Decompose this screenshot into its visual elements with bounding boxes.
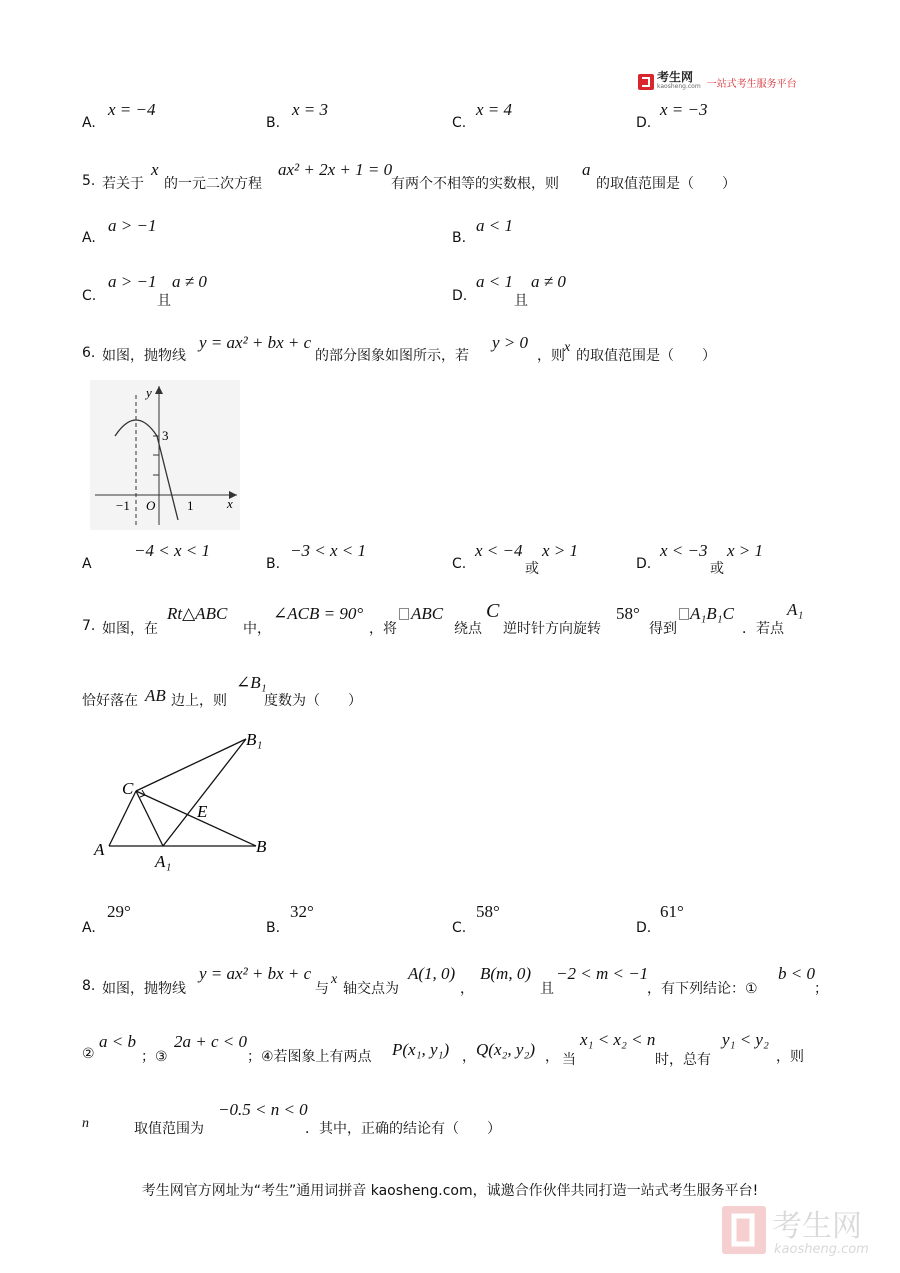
q6-option-a-expr: −4 < x < 1 [134,541,210,560]
q4-option-d-label: D. [636,115,652,131]
q8-number: 8. [82,978,96,994]
q5-text-2: 的一元二次方程 [164,176,262,192]
q7-text-6: 得到 [649,621,677,637]
q8-c3-prefix: ；③ [141,1049,168,1065]
segment-a1b1 [163,739,246,846]
q8-comma-2: ， [462,1049,476,1065]
q5-var-a: a [582,160,591,179]
watermark-logo-icon [722,1206,766,1254]
label-a1: A₁ [155,852,172,871]
q8-comma: ， [460,981,474,997]
segment-ac [109,791,136,846]
q8-point-p: P(x₁, y₁) [392,1040,450,1059]
q8-text-6: 时，总有 [655,1052,711,1068]
q6-option-d-expr: x < −3 [660,541,708,560]
segment-cb1 [136,739,246,791]
q6-option-c-mid: 或 [525,561,539,577]
q6-text-1: 如图，抛物线 [102,348,186,364]
q8-point-q: Q(x₂, y₂) [476,1040,536,1059]
watermark-brand: 考生网 [772,1209,862,1244]
q8-text-2: 与 [315,981,329,997]
q7-text-5: 逆时针方向旋转 [503,621,601,637]
q8-text-9: ．其中，正确的结论有（ ） [305,1121,501,1137]
q7-option-a-label: A. [82,920,96,936]
tick-label-neg1: −1 [116,498,130,513]
label-a: A [94,840,105,859]
q8-text-3: 轴交点为 [343,981,399,997]
q6-option-b-label: B. [266,556,281,572]
q7-text-1: 如图，在 [102,621,158,637]
q7-text-7: ．若点 [742,621,784,637]
q4-option-b-label: B. [266,115,281,131]
q6-option-c-expr2: x > 1 [542,541,579,560]
watermark-sub: kaosheng.com [774,1242,869,1257]
q5-option-c-mid: 且 [157,293,171,309]
q8-comma-3: ， [545,1049,559,1065]
q5-equation: ax² + 2x + 1 = 0 [278,160,393,179]
q7-number: 7. [82,618,96,634]
q6-option-d-expr2: x > 1 [727,541,764,560]
q6-option-b-expr: −3 < x < 1 [290,541,366,560]
q5-option-d-expr: a < 1 [476,272,513,291]
x-axis-label: x [227,496,233,511]
q6-text-2: 的部分图象如图所示，若 [315,348,469,364]
q8-when: 当 [562,1052,576,1068]
q7-option-c-expr: 58° [476,902,500,921]
q5-text-1: 若关于 [102,176,144,192]
logo-icon [638,74,654,90]
q7-degree: 58° [616,604,640,623]
missing-glyph-icon [679,608,689,620]
q5-option-b-label: B. [452,230,467,246]
q7-option-c-label: C. [452,920,467,936]
tick-label-3: 3 [162,428,169,443]
q5-option-b-expr: a < 1 [476,216,513,235]
q8-condition: x₁ < x₂ < n [580,1030,656,1049]
q6-condition: y > 0 [492,333,529,352]
q8-point-b: B(m, 0) [480,964,531,983]
q6-option-c-expr: x < −4 [475,541,523,560]
q7-triangle: Rt△ABC [167,604,228,623]
q5-option-a-label: A. [82,230,96,246]
q5-option-c-expr: a > −1 [108,272,157,291]
q8-text-8: 取值范围为 [134,1121,204,1137]
missing-glyph-icon [399,608,409,620]
q5-text-4: 的取值范围是（ ） [596,176,736,192]
q7-angle-b1: ∠B₁ [236,673,267,692]
q7-option-a-expr: 29° [107,902,131,921]
q6-equation: y = ax² + bx + c [199,333,312,352]
q8-semicolon: ； [814,981,828,997]
q6-parabola-graph [90,380,240,530]
page-footer: 考生网官方网址为“考生”通用词拼音 kaosheng.com，诚邀合作伙伴共同打造一站式考生服务平台! [141,1183,759,1199]
q7-text-3: ，将 [369,621,397,637]
q5-option-d-label: D. [452,288,468,304]
label-b: B [256,837,267,856]
segment-ca1 [136,791,163,846]
q8-text-5: ，有下列结论：① [647,981,758,997]
q7-text-2: 中， [243,621,271,637]
q5-var-x: x [151,160,159,179]
q5-number: 5. [82,173,96,189]
q8-conclusion-2: a < b [99,1032,136,1051]
q7-segment: AB [145,686,166,705]
q7-option-d-label: D. [636,920,652,936]
q6-option-a-label: A [82,556,92,572]
q7-point-a1: A₁ [787,600,804,619]
q8-var-n: n [82,1116,89,1131]
q6-number: 6. [82,345,96,361]
q6-option-d-mid: 或 [710,561,724,577]
q8-result: y₁ < y₂ [722,1030,769,1049]
q8-n-range: −0.5 < n < 0 [218,1100,308,1119]
q7-option-b-label: B. [266,920,281,936]
q4-option-b-expr: x = 3 [292,100,329,119]
q4-option-c-label: C. [452,115,467,131]
q5-option-a-expr: a > −1 [108,216,157,235]
q7-line2-c: 度数为（ ） [264,693,362,709]
label-e: E [197,802,208,821]
q7-angle: ∠ACB = 90° [273,604,364,623]
q8-c2-prefix: ② [82,1046,95,1062]
logo-brand: 考生网 kaosheng.com [657,70,701,90]
q8-conclusion-3: 2a + c < 0 [174,1032,247,1051]
q8-conclusion-1: b < 0 [778,964,815,983]
q5-option-c-label: C. [82,288,97,304]
graph-background [90,380,240,530]
y-axis-label: y [146,385,152,400]
logo-slogan: 一站式考生服务平台 [706,78,797,90]
q8-text-4: 且 [540,981,554,997]
q8-var-x: x [331,972,338,987]
q6-option-c-label: C. [452,556,467,572]
q6-text-3: ，则 [537,348,565,364]
q8-point-a: A(1, 0) [408,964,456,983]
q7-text-4: 绕点 [454,621,482,637]
q8-equation: y = ax² + bx + c [199,964,312,983]
label-b1: B₁ [246,730,263,749]
q8-c4-prefix: ；④若图象上有两点 [247,1049,372,1065]
q8-text-1: 如图，抛物线 [102,981,186,997]
q6-option-d-label: D. [636,556,652,572]
q4-option-a-expr: x = −4 [108,100,156,119]
q7-triangle-3: A₁B₁C [690,604,734,623]
q7-triangle-2: ABC [411,604,444,623]
q7-option-d-expr: 61° [660,902,684,921]
origin-label: O [146,498,156,513]
q5-option-d-mid: 且 [514,293,528,309]
q7-line2-a: 恰好落在 [82,693,138,709]
q6-var-x: x [564,340,571,355]
header-logo [638,72,797,92]
segment-cb [136,791,256,846]
q7-triangle-figure [90,725,280,875]
q4-option-d-expr: x = −3 [660,100,708,119]
label-c: C [122,779,134,798]
q7-option-b-expr: 32° [290,902,314,921]
q4-option-a-label: A. [82,115,96,131]
q7-point-c: C [486,600,500,622]
q5-text-3: 有两个不相等的实数根，则 [391,176,559,192]
q6-text-4: 的取值范围是（ ） [576,348,716,364]
kaosheng-watermark [720,1200,890,1260]
q8-m-range: −2 < m < −1 [556,964,649,983]
q8-text-7: ，则 [776,1049,804,1065]
q4-option-c-expr: x = 4 [476,100,513,119]
q5-option-d-expr2: a ≠ 0 [531,272,566,291]
tick-label-1: 1 [187,498,194,513]
q5-option-c-expr2: a ≠ 0 [172,272,207,291]
q7-line2-b: 边上，则 [171,693,227,709]
